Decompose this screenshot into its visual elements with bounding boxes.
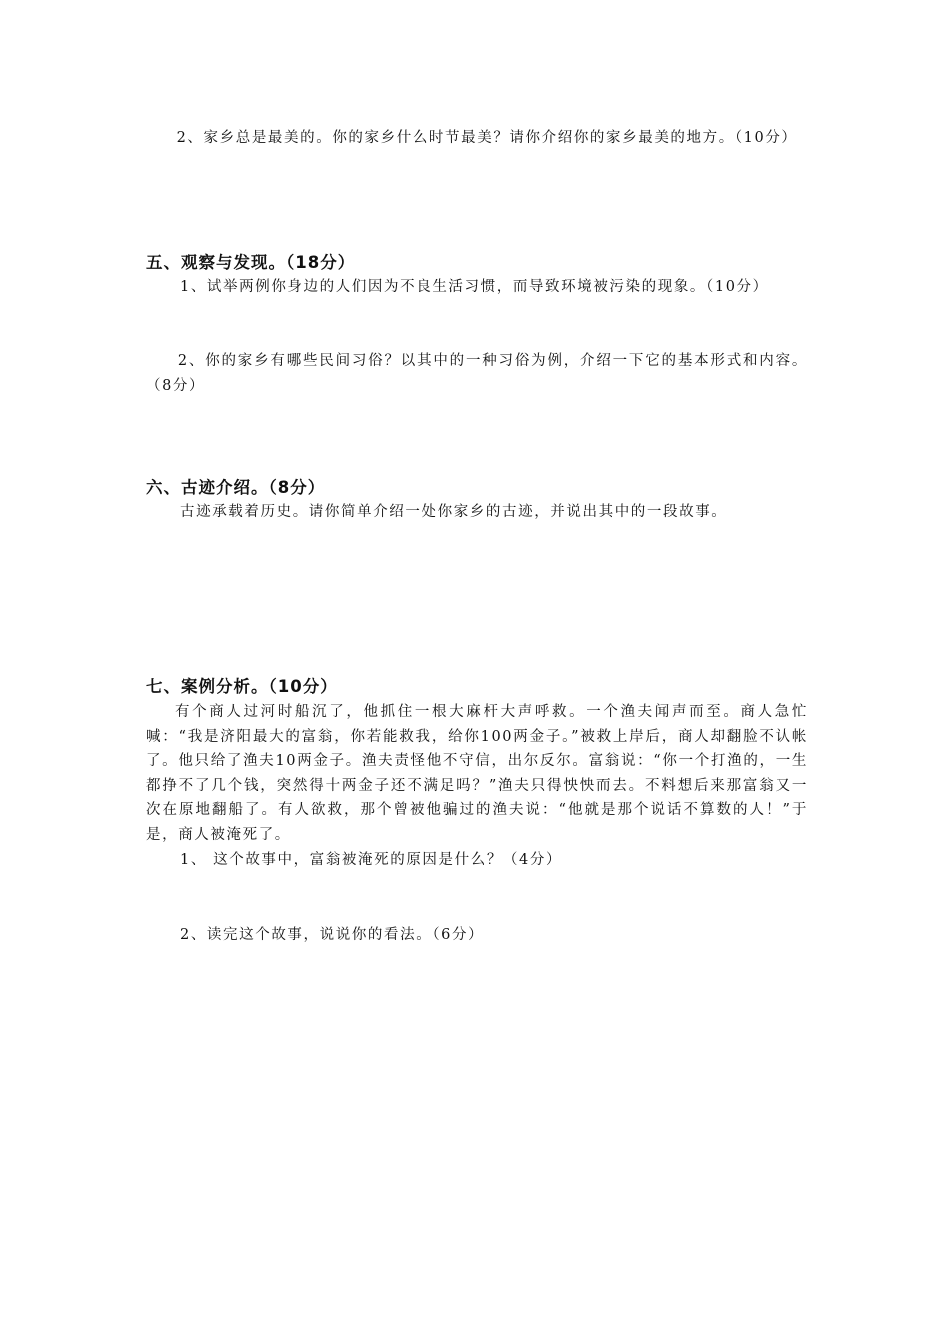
section-7-heading: 七、案例分析。（10分）	[146, 677, 338, 696]
question-5-1: 1、试举两例你身边的人们因为不良生活习惯，而导致环境被污染的现象。（10分）	[180, 279, 769, 295]
question-7-1: 1、 这个故事中，富翁被淹死的原因是什么？（4分）	[180, 852, 563, 868]
question-5-2: 2、你的家乡有哪些民间习俗？以其中的一种习俗为例，介绍一下它的基本形式和内容。（8分）	[146, 353, 808, 394]
question-4-2: 2、家乡总是最美的。你的家乡什么时节最美？请你介绍你的家乡最美的地方。（10分）	[160, 130, 798, 146]
section-6-prompt: 古迹承载着历史。请你简单介绍一处你家乡的古迹，并说出其中的一段故事。	[180, 504, 728, 520]
section-7-story: 有个商人过河时船沉了，他抓住一根大麻杆大声呼救。一个渔夫闻声而至。商人急忙喊：“我是济阳最大的富翁，你若能救我，给你100两金子。”被救上岸后，商人却翻脸不认帐了。他只给了渔夫10两金子。渔夫责怪他不守信，出尔反尔。富翁说：“你一个打渔的，一生都挣不了几个钱，突然得十两金子还不满足吗？”渔夫只得怏怏而去。不料想后来那富翁又一次在原地翻船了。有人欲救，那个曾被他骗过的渔夫说：“他就是那个说话不算数的人！”于是，商人被淹死了。	[146, 704, 808, 843]
section-6-heading: 六、古迹介绍。（8分）	[146, 478, 326, 497]
section-5-heading: 五、观察与发现。（18分）	[146, 253, 356, 272]
question-7-2: 2、读完这个故事，说说你的看法。（6分）	[180, 927, 485, 943]
